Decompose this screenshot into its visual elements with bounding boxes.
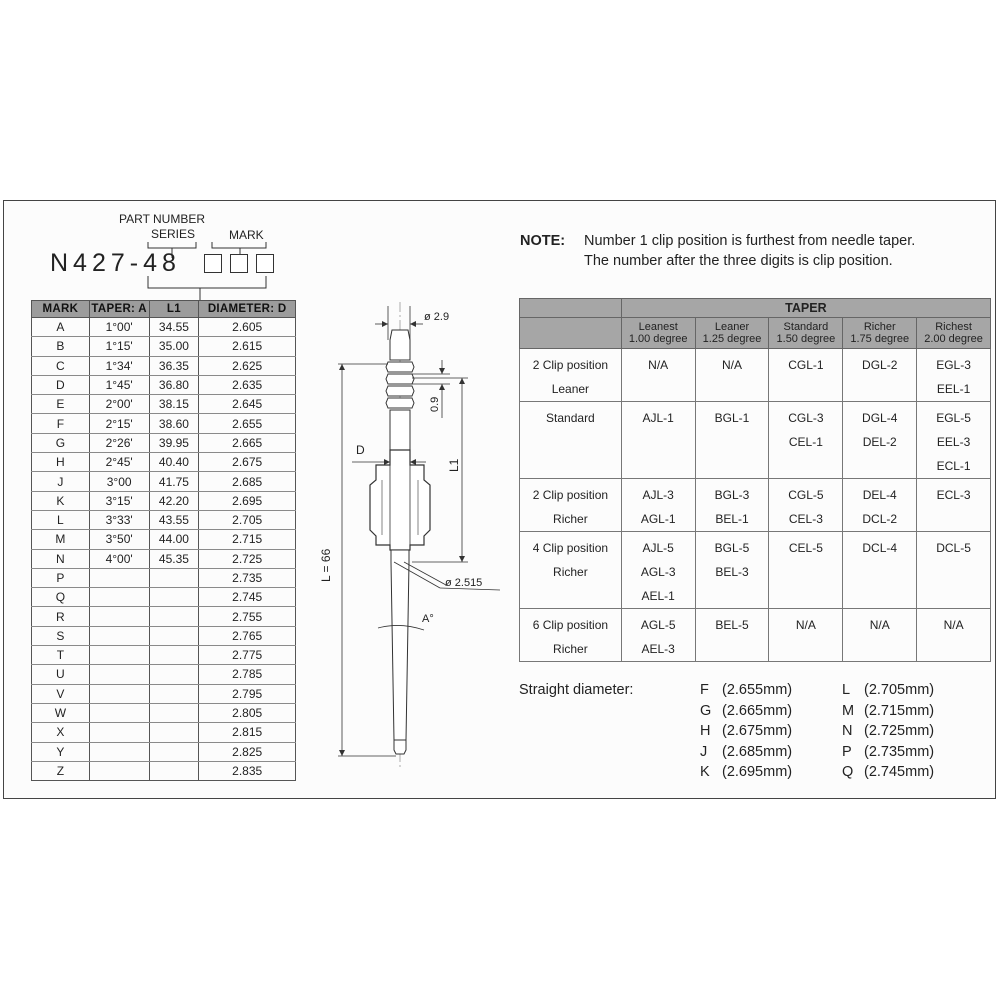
diameter-cell: 2.805 <box>199 703 296 722</box>
diameter-letter: H <box>700 723 711 739</box>
spec-row <box>32 703 296 722</box>
straight-diameter-label: Straight diameter: <box>519 682 634 698</box>
needle-diagram <box>300 300 505 780</box>
diameter-value: (2.665mm) <box>722 702 793 719</box>
spec-row <box>32 318 296 337</box>
l1-cell: 39.95 <box>149 433 199 452</box>
taper-column-header <box>843 318 917 349</box>
taper-cell: 1°00' <box>89 318 149 337</box>
note-line-1: Number 1 clip position is furthest from needle taper. <box>584 233 916 249</box>
diameter-cell: 2.715 <box>199 530 296 549</box>
taper-cell <box>89 684 149 703</box>
diameter-cell: 2.735 <box>199 568 296 587</box>
spec-row <box>32 607 296 626</box>
needle-code: N/A <box>722 358 743 372</box>
taper-row-label-line: Leaner <box>551 382 590 396</box>
l1-cell: 36.80 <box>149 375 199 394</box>
needle-code: EEL-3 <box>936 435 971 449</box>
needle-code: CEL-3 <box>788 512 823 526</box>
diameter-cell: 2.645 <box>199 395 296 414</box>
needle-code: CEL-1 <box>788 435 823 449</box>
l1-cell <box>149 742 199 761</box>
taper-cell <box>695 402 769 479</box>
l1-cell: 35.00 <box>149 337 199 356</box>
taper-cell: 1°15' <box>89 337 149 356</box>
diameter-letter: F <box>700 682 709 698</box>
taper-cell: 2°00' <box>89 395 149 414</box>
taper-table <box>519 298 991 662</box>
spec-row <box>32 530 296 549</box>
l1-cell: 42.20 <box>149 491 199 510</box>
l1-cell <box>149 761 199 780</box>
taper-cell <box>89 646 149 665</box>
taper-row-label <box>520 609 622 662</box>
taper-cell <box>917 479 991 532</box>
mark-cell: P <box>32 568 90 587</box>
spec-row <box>32 491 296 510</box>
mark-cell: C <box>32 356 90 375</box>
diameter-cell: 2.815 <box>199 723 296 742</box>
mark-cell: K <box>32 491 90 510</box>
l1-cell: 38.60 <box>149 414 199 433</box>
mark-cell: A <box>32 318 90 337</box>
taper-cell <box>769 609 843 662</box>
spec-row <box>32 665 296 684</box>
mark-cell: V <box>32 684 90 703</box>
needle-code: ECL-1 <box>936 459 971 473</box>
taper-column-name: Leanest <box>638 321 678 333</box>
taper-column-degree: 2.00 degree <box>924 333 983 345</box>
taper-cell: 1°34' <box>89 356 149 375</box>
diameter-letter: M <box>842 702 855 719</box>
mark-box-3 <box>256 254 274 273</box>
l1-cell <box>149 588 199 607</box>
taper-cell: 3°50' <box>89 530 149 549</box>
diameter-letter: Q <box>842 764 854 780</box>
taper-cell <box>843 479 917 532</box>
spec-row <box>32 472 296 491</box>
l1-cell <box>149 568 199 587</box>
mark-cell: Q <box>32 588 90 607</box>
mark-box-1 <box>204 254 222 273</box>
spec-row <box>32 646 296 665</box>
taper-row <box>520 532 991 609</box>
part-number-series-label: PART NUMBER <box>119 212 206 226</box>
dim-l1-label: L1 <box>447 458 461 472</box>
taper-row-label-line: Richer <box>553 565 588 579</box>
taper-cell: 2°15' <box>89 414 149 433</box>
taper-row <box>520 402 991 479</box>
taper-cell <box>621 532 695 609</box>
taper-column-degree: 1.50 degree <box>776 333 836 345</box>
mark-cell: Y <box>32 742 90 761</box>
diameter-value: (2.745mm) <box>864 764 935 780</box>
mark-cell: Z <box>32 761 90 780</box>
needle-code: N/A <box>943 618 964 632</box>
taper-row <box>520 349 991 402</box>
diameter-cell: 2.835 <box>199 761 296 780</box>
l1-cell: 38.15 <box>149 395 199 414</box>
diameter-value: (2.685mm) <box>722 743 793 760</box>
spec-row <box>32 453 296 472</box>
mark-cell: G <box>32 433 90 452</box>
taper-cell <box>89 742 149 761</box>
l1-cell: 34.55 <box>149 318 199 337</box>
taper-row-label-line: 2 Clip position <box>532 488 609 502</box>
diameter-cell: 2.775 <box>199 646 296 665</box>
needle-code: CGL-3 <box>788 411 824 425</box>
needle-code: AGL-3 <box>640 565 676 579</box>
diameter-letter: L <box>842 682 851 698</box>
needle-code: AGL-1 <box>640 512 676 526</box>
needle-code: DCL-4 <box>862 541 898 555</box>
taper-cell <box>89 665 149 684</box>
taper-column-name: Richer <box>863 321 896 333</box>
spec-row <box>32 510 296 529</box>
needle-code: DEL-2 <box>862 435 897 449</box>
taper-cell: 2°45' <box>89 453 149 472</box>
series-label: SERIES <box>151 227 196 241</box>
mark-cell: J <box>32 472 90 491</box>
note-line-2: The number after the three digits is clip position. <box>584 253 893 269</box>
taper-cell <box>89 761 149 780</box>
diameter-cell: 2.705 <box>199 510 296 529</box>
needle-code: N/A <box>648 358 669 372</box>
taper-row-label-line: Richer <box>553 642 588 656</box>
taper-cell <box>843 402 917 479</box>
diameter-cell: 2.675 <box>199 453 296 472</box>
taper-column-degree: 1.25 degree <box>702 333 762 345</box>
diameter-cell: 2.765 <box>199 626 296 645</box>
needle-code: BEL-5 <box>715 618 749 632</box>
diameter-cell: 2.785 <box>199 665 296 684</box>
taper-cell: 3°00 <box>89 472 149 491</box>
taper-row-label-line: 4 Clip position <box>532 541 609 555</box>
l1-cell <box>149 626 199 645</box>
diameter-cell: 2.725 <box>199 549 296 568</box>
diameter-cell: 2.605 <box>199 318 296 337</box>
mark-cell: M <box>32 530 90 549</box>
taper-row-label <box>520 349 622 402</box>
needle-code: AJL-3 <box>642 488 674 502</box>
taper-cell <box>769 349 843 402</box>
diameter-cell: 2.825 <box>199 742 296 761</box>
taper-column-degree: 1.75 degree <box>850 333 910 345</box>
l1-cell <box>149 646 199 665</box>
l1-cell: 45.35 <box>149 549 199 568</box>
taper-cell <box>621 349 695 402</box>
taper-column-name: Richest <box>935 321 972 333</box>
taper-cell <box>621 479 695 532</box>
taper-cell <box>917 609 991 662</box>
needle-code: AEL-3 <box>641 642 675 656</box>
l1-cell <box>149 684 199 703</box>
l1-cell <box>149 665 199 684</box>
taper-cell <box>89 568 149 587</box>
mark-cell: U <box>32 665 90 684</box>
diameter-cell: 2.655 <box>199 414 296 433</box>
diameter-value: (2.715mm) <box>864 702 935 719</box>
spec-row <box>32 723 296 742</box>
l1-cell <box>149 703 199 722</box>
mark-cell: L <box>32 510 90 529</box>
taper-cell <box>769 532 843 609</box>
needle-code: BEL-1 <box>715 512 749 526</box>
taper-corner-sub <box>520 318 622 349</box>
spec-row <box>32 395 296 414</box>
taper-row-label <box>520 532 622 609</box>
spec-row <box>32 684 296 703</box>
taper-row <box>520 609 991 662</box>
mark-label: MARK <box>229 228 264 242</box>
dim-groove-label: 0.9 <box>429 396 441 412</box>
diameter-cell: 2.755 <box>199 607 296 626</box>
taper-row-label-line: Richer <box>553 512 588 526</box>
l1-cell <box>149 607 199 626</box>
taper-cell: 1°45' <box>89 375 149 394</box>
taper-column-header <box>695 318 769 349</box>
diameter-letter: K <box>700 764 710 780</box>
l1-cell: 43.55 <box>149 510 199 529</box>
taper-cell <box>89 626 149 645</box>
taper-cell: 3°15' <box>89 491 149 510</box>
taper-cell <box>843 609 917 662</box>
taper-row-label <box>520 479 622 532</box>
diameter-letter: J <box>700 743 708 760</box>
needle-code: CGL-5 <box>788 488 824 502</box>
needle-code: AJL-5 <box>642 541 674 555</box>
mark-cell: E <box>32 395 90 414</box>
taper-cell <box>621 609 695 662</box>
taper-cell <box>843 349 917 402</box>
needle-code: BGL-5 <box>714 541 750 555</box>
spec-row <box>32 761 296 780</box>
mark-cell: S <box>32 626 90 645</box>
spec-row <box>32 742 296 761</box>
diameter-cell: 2.615 <box>199 337 296 356</box>
diameter-cell: 2.695 <box>199 491 296 510</box>
diameter-cell: 2.635 <box>199 375 296 394</box>
taper-cell: 2°26' <box>89 433 149 452</box>
dim-l-label: L = 66 <box>319 548 333 582</box>
dim-d-label: D <box>356 443 365 457</box>
diameter-value: (2.725mm) <box>864 723 935 739</box>
mark-cell: H <box>32 453 90 472</box>
note <box>520 231 915 271</box>
taper-cell <box>695 532 769 609</box>
mark-cell: X <box>32 723 90 742</box>
taper-row-label-line: 6 Clip position <box>532 618 609 632</box>
taper-cell: 4°00' <box>89 549 149 568</box>
taper-cell <box>769 479 843 532</box>
needle-code: CEL-5 <box>788 541 823 555</box>
col-diameter: DIAMETER: D <box>199 301 296 318</box>
spec-row <box>32 356 296 375</box>
needle-code: DCL-5 <box>936 541 971 555</box>
taper-column-name: Standard <box>783 321 829 333</box>
spec-row <box>32 626 296 645</box>
spec-table <box>31 300 296 781</box>
needle-code: AEL-1 <box>641 589 675 603</box>
needle-code: CGL-1 <box>788 358 824 372</box>
needle-code: AGL-5 <box>640 618 676 632</box>
l1-cell: 36.35 <box>149 356 199 375</box>
spec-row <box>32 375 296 394</box>
needle-code: DGL-2 <box>862 358 898 372</box>
taper-cell <box>917 402 991 479</box>
taper-row-label-line: 2 Clip position <box>532 358 609 372</box>
mark-box-2 <box>230 254 248 273</box>
taper-cell <box>917 532 991 609</box>
taper-corner <box>520 299 622 318</box>
spec-row <box>32 568 296 587</box>
taper-column-header <box>769 318 843 349</box>
needle-code: AJL-1 <box>642 411 674 425</box>
l1-cell <box>149 723 199 742</box>
mark-cell: W <box>32 703 90 722</box>
diameter-value: (2.655mm) <box>722 682 793 698</box>
needle-code: ECL-3 <box>936 488 971 502</box>
needle-code: BGL-1 <box>714 411 750 425</box>
needle-code: EEL-1 <box>936 382 971 396</box>
mark-cell: B <box>32 337 90 356</box>
needle-code: DGL-4 <box>862 411 898 425</box>
dim-top-label: ø 2.9 <box>424 311 450 323</box>
dim-straight-label: ø 2.515 <box>445 577 483 589</box>
needle-code: BEL-3 <box>715 565 749 579</box>
diameter-cell: 2.745 <box>199 588 296 607</box>
taper-column-degree: 1.00 degree <box>628 333 688 345</box>
needle-code: DCL-2 <box>862 512 898 526</box>
col-taper: TAPER: A <box>89 301 149 318</box>
col-mark: MARK <box>32 301 90 318</box>
needle-code: N/A <box>795 618 816 632</box>
diameter-value: (2.695mm) <box>722 764 793 780</box>
mark-cell: R <box>32 607 90 626</box>
taper-column-name: Leaner <box>714 321 750 333</box>
taper-row-label-line: Standard <box>546 411 595 425</box>
col-l1: L1 <box>149 301 199 318</box>
needle-code: BGL-3 <box>714 488 750 502</box>
diameter-value: (2.705mm) <box>864 682 935 698</box>
diameter-letter: P <box>842 743 852 760</box>
needle-code: EGL-3 <box>936 358 971 372</box>
taper-cell <box>917 349 991 402</box>
taper-column-header <box>917 318 991 349</box>
part-number-code: N427-48 <box>50 249 181 277</box>
taper-cell <box>89 723 149 742</box>
taper-cell <box>89 607 149 626</box>
taper-row <box>520 479 991 532</box>
taper-row-label <box>520 402 622 479</box>
mark-cell: F <box>32 414 90 433</box>
needle-code: DEL-4 <box>862 488 897 502</box>
needle-code: N/A <box>869 618 890 632</box>
spec-row <box>32 588 296 607</box>
spec-row <box>32 549 296 568</box>
taper-title: TAPER <box>621 299 990 318</box>
taper-cell <box>695 609 769 662</box>
taper-cell <box>695 349 769 402</box>
diameter-cell: 2.795 <box>199 684 296 703</box>
taper-cell: 3°33' <box>89 510 149 529</box>
taper-cell <box>843 532 917 609</box>
taper-column-header <box>621 318 695 349</box>
spec-row <box>32 433 296 452</box>
needle-code: EGL-5 <box>936 411 971 425</box>
spec-header-row <box>32 301 296 318</box>
dim-angle-label: A° <box>422 613 434 625</box>
spec-row <box>32 337 296 356</box>
diameter-letter: N <box>842 723 853 739</box>
diameter-value: (2.675mm) <box>722 723 793 739</box>
taper-cell <box>769 402 843 479</box>
mark-cell: T <box>32 646 90 665</box>
mark-cell: N <box>32 549 90 568</box>
diameter-cell: 2.625 <box>199 356 296 375</box>
diameter-cell: 2.665 <box>199 433 296 452</box>
taper-cell <box>621 402 695 479</box>
note-label: NOTE: <box>520 233 566 249</box>
diameter-letter: G <box>700 702 712 719</box>
l1-cell: 40.40 <box>149 453 199 472</box>
spec-row <box>32 414 296 433</box>
diameter-cell: 2.685 <box>199 472 296 491</box>
l1-cell: 44.00 <box>149 530 199 549</box>
l1-cell: 41.75 <box>149 472 199 491</box>
mark-cell: D <box>32 375 90 394</box>
diameter-value: (2.735mm) <box>864 743 935 760</box>
taper-cell <box>89 703 149 722</box>
taper-cell <box>89 588 149 607</box>
taper-cell <box>695 479 769 532</box>
